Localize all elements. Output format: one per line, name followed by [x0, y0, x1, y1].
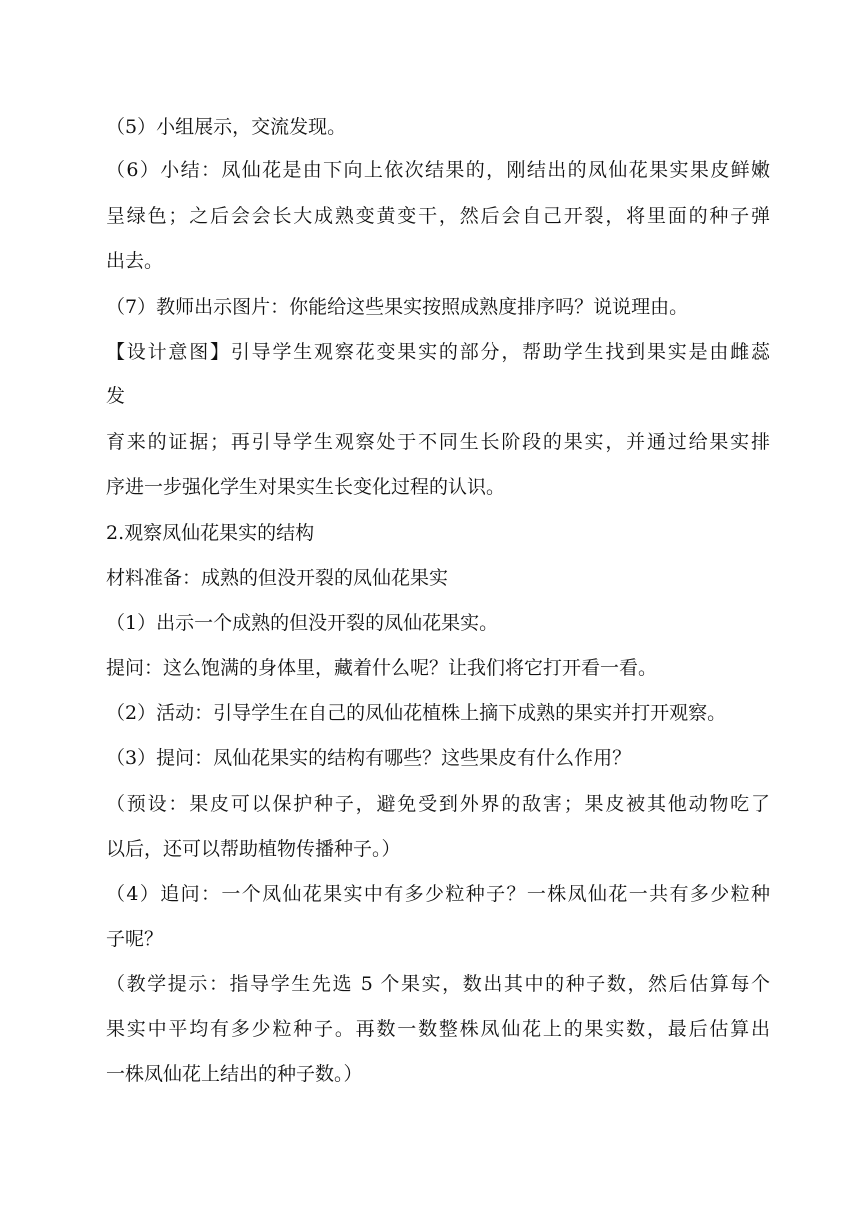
text-line-teaching-tip: （教学提示：指导学生先选 5 个果实，数出其中的种子数，然后估算每个	[106, 973, 770, 995]
text-line-design-intent: 【设计意图】引导学生观察花变果实的部分，帮助学生找到果实是由雌蕊	[106, 341, 770, 363]
text-line-step5: （5）小组展示，交流发现。	[106, 116, 347, 138]
text-line-design-intent-cont2: 育来的证据；再引导学生观察处于不同生长阶段的果实，并通过给果实排	[106, 431, 770, 453]
text-line-step6-cont1: 呈绿色；之后会会长大成熟变黄变干，然后会自己开裂，将里面的种子弹	[106, 205, 770, 227]
text-line-step1: （1）出示一个成熟的但没开裂的凤仙花果实。	[106, 612, 499, 634]
text-line-design-intent-cont1: 发	[106, 385, 126, 407]
text-line-materials: 材料准备：成熟的但没开裂的凤仙花果实	[106, 567, 449, 589]
text-line-step2: （2）活动：引导学生在自己的凤仙花植株上摘下成熟的果实并打开观察。	[106, 702, 727, 724]
text-line-step6: （6）小结：凤仙花是由下向上依次结果的，刚结出的凤仙花果实果皮鲜嫩	[106, 159, 770, 181]
text-line-step4: （4）追问：一个凤仙花果实中有多少粒种子？一株凤仙花一共有多少粒种	[106, 883, 770, 905]
text-line-preset: （预设：果皮可以保护种子，避免受到外界的敌害；果皮被其他动物吃了	[106, 793, 770, 815]
text-line-step7: （7）教师出示图片：你能给这些果实按照成熟度排序吗？说说理由。	[106, 296, 689, 318]
text-line-step4-cont: 子呢？	[106, 928, 164, 950]
section-heading: 2.观察凤仙花果实的结构	[106, 522, 315, 544]
text-line-teaching-tip-cont2: 一株凤仙花上结出的种子数。）	[106, 1063, 363, 1085]
text-line-preset-cont: 以后，还可以帮助植物传播种子。）	[106, 838, 401, 860]
text-line-question: 提问：这么饱满的身体里，藏着什么呢？让我们将它打开看一看。	[106, 657, 658, 679]
text-line-design-intent-cont3: 序进一步强化学生对果实生长变化过程的认识。	[106, 476, 506, 498]
text-line-step6-cont2: 出去。	[106, 250, 164, 272]
text-line-step3: （3）提问：凤仙花果实的结构有哪些？这些果皮有什么作用？	[106, 747, 632, 769]
text-line-teaching-tip-cont1: 果实中平均有多少粒种子。再数一数整株凤仙花上的果实数，最后估算出	[106, 1018, 770, 1040]
